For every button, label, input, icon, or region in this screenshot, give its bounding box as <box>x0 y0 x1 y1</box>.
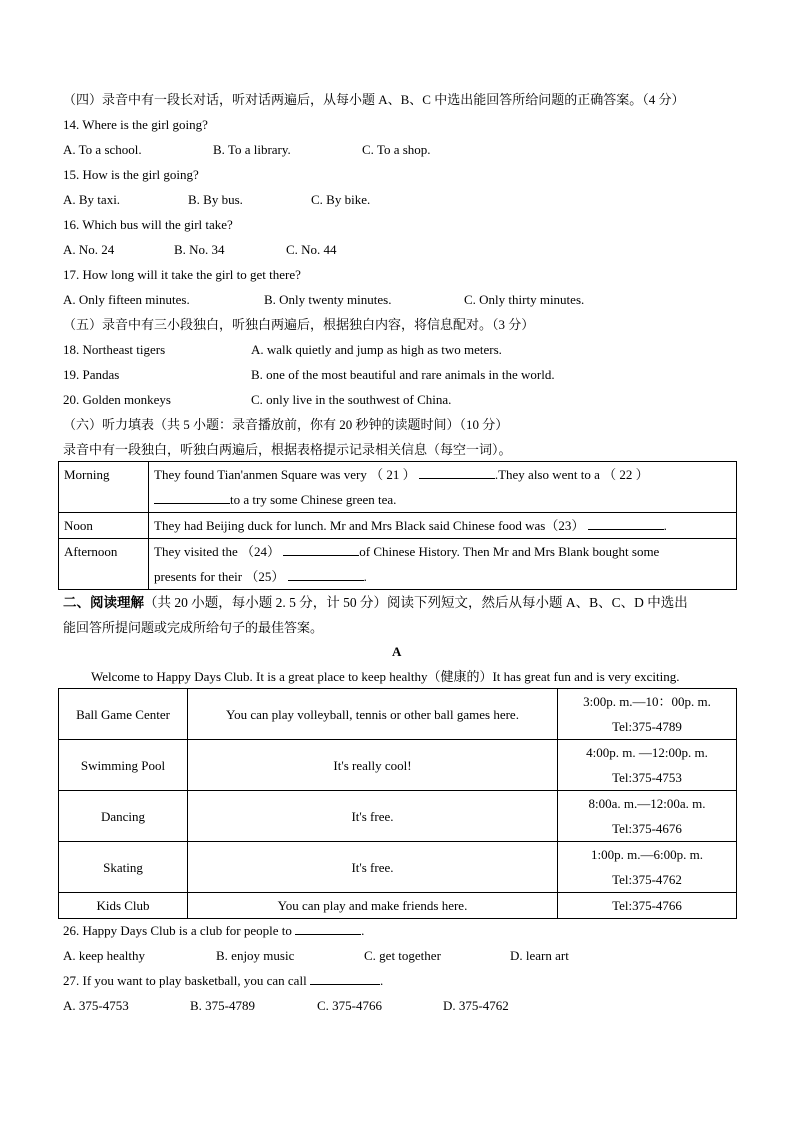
club-desc-cell: You can play volleyball, tennis or other ball games here. <box>188 689 558 740</box>
q16-option-a: A. No. 24 <box>63 242 115 257</box>
row-text-morning <box>149 462 737 513</box>
club-tel: Tel:375-4753 <box>612 770 682 785</box>
afternoon-text-4: . <box>363 569 367 584</box>
blank-26[interactable] <box>295 922 361 935</box>
afternoon-text-1: They visited the （24） <box>154 544 281 559</box>
club-time-cell <box>558 842 737 893</box>
question-27 <box>63 972 383 990</box>
match-right-a: A. walk quietly and jump as high as two meters. <box>251 342 502 357</box>
club-time-cell <box>558 689 737 740</box>
question-15: 15. How is the girl going? <box>63 167 199 182</box>
q26-option-a: A. keep healthy <box>63 948 145 963</box>
q16-option-b: B. No. 34 <box>174 242 225 257</box>
row-label-noon: Noon <box>59 513 149 539</box>
q27-option-d: D. 375-4762 <box>443 998 509 1013</box>
part2-title: 二、阅读理解 <box>63 595 144 610</box>
club-name-cell: Dancing <box>59 791 188 842</box>
row-text-afternoon <box>149 539 737 590</box>
club-name-cell: Swimming Pool <box>59 740 188 791</box>
morning-text-3: to a try some Chinese green tea. <box>230 492 397 507</box>
club-name-cell: Kids Club <box>59 893 188 919</box>
morning-text-1: They found Tian'anmen Square was very （ 21 ） <box>154 467 416 482</box>
noon-text-1: They had Beijing duck for lunch. Mr and Mrs Black said Chinese food was（23） <box>154 518 585 533</box>
q15-option-a: A. By taxi. <box>63 192 121 207</box>
q26-end: . <box>361 923 365 938</box>
q17-option-a: A. Only fifteen minutes. <box>63 292 190 307</box>
q14-option-b: B. To a library. <box>213 142 291 157</box>
listening-fill-table <box>58 461 737 590</box>
blank-25[interactable] <box>288 568 364 581</box>
match-left-19: 19. Pandas <box>63 367 120 382</box>
club-name-cell: Ball Game Center <box>59 689 188 740</box>
q27-option-a: A. 375-4753 <box>63 998 129 1013</box>
q16-option-c: C. No. 44 <box>286 242 337 257</box>
club-time-cell <box>558 791 737 842</box>
section4-header: （四）录音中有一段长对话，听对话两遍后，从每小题 A、B、C 中选出能回答所给问题的正确答案。（4 分） <box>63 92 685 107</box>
club-tel: Tel:375-4676 <box>612 821 682 836</box>
q14-option-c: C. To a shop. <box>362 142 431 157</box>
q26-option-d: D. learn art <box>510 948 569 963</box>
q15-option-c: C. By bike. <box>311 192 371 207</box>
club-table <box>58 688 737 919</box>
club-desc-cell: You can play and make friends here. <box>188 893 558 919</box>
part2-header <box>63 594 688 612</box>
match-left-20: 20. Golden monkeys <box>63 392 171 407</box>
q27-option-c: C. 375-4766 <box>317 998 382 1013</box>
q26-text: 26. Happy Days Club is a club for people to <box>63 923 292 938</box>
row-label-morning: Morning <box>59 462 149 513</box>
row-label-afternoon: Afternoon <box>59 539 149 590</box>
q15-option-b: B. By bus. <box>188 192 243 207</box>
question-14: 14. Where is the girl going? <box>63 117 208 132</box>
blank-27[interactable] <box>310 972 380 985</box>
question-26 <box>63 922 364 940</box>
noon-text-2: . <box>663 518 667 533</box>
section6-header: （六）听力填表（共 5 小题：录音播放前，你有 20 秒钟的读题时间）（10 分） <box>63 417 509 432</box>
section6-instruction: 录音中有一段独白，听独白两遍后，根据表格提示记录相关信息（每空一词）。 <box>63 442 512 457</box>
q26-option-c: C. get together <box>364 948 441 963</box>
morning-text-2: .They also went to a （ 22 ） <box>494 467 649 482</box>
part2-header-rest: （共 20 小题，每小题 2. 5 分，计 50 分）阅读下列短文，然后从每小题 A、B、C、D 中选出 <box>144 595 688 610</box>
question-17: 17. How long will it take the girl to get there? <box>63 267 301 282</box>
club-time-cell <box>558 740 737 791</box>
q17-option-c: C. Only thirty minutes. <box>464 292 585 307</box>
club-time: 3:00p. m.—10：00p. m. <box>583 694 711 709</box>
part2-header-line2: 能回答所提问题或完成所给句子的最佳答案。 <box>63 620 324 635</box>
q27-text: 27. If you want to play basketball, you can call <box>63 973 307 988</box>
match-right-c: C. only live in the southwest of China. <box>251 392 452 407</box>
q17-option-b: B. Only twenty minutes. <box>264 292 392 307</box>
blank-24[interactable] <box>283 543 359 556</box>
club-time: 1:00p. m.—6:00p. m. <box>591 847 703 862</box>
blank-22[interactable] <box>154 491 230 504</box>
q26-option-b: B. enjoy music <box>216 948 295 963</box>
club-time: 4:00p. m. —12:00p. m. <box>586 745 708 760</box>
question-16: 16. Which bus will the girl take? <box>63 217 233 232</box>
club-name-cell: Skating <box>59 842 188 893</box>
blank-21[interactable] <box>419 466 495 479</box>
club-desc-cell: It's free. <box>188 791 558 842</box>
club-tel: Tel:375-4766 <box>558 893 737 919</box>
afternoon-text-2: of Chinese History. Then Mr and Mrs Blank bought some <box>359 544 660 559</box>
afternoon-text-3: presents for their （25） <box>154 569 285 584</box>
section5-header: （五）录音中有三小段独白，听独白两遍后，根据独白内容，将信息配对。（3 分） <box>63 317 535 332</box>
club-desc-cell: It's free. <box>188 842 558 893</box>
passage-label: A <box>392 644 402 659</box>
row-text-noon <box>149 513 737 539</box>
match-right-b: B. one of the most beautiful and rare animals in the world. <box>251 367 555 382</box>
club-tel: Tel:375-4789 <box>612 719 682 734</box>
q27-option-b: B. 375-4789 <box>190 998 255 1013</box>
blank-23[interactable] <box>588 517 664 530</box>
club-time: 8:00a. m.—12:00a. m. <box>588 796 706 811</box>
q27-end: . <box>379 973 384 988</box>
passage-intro: Welcome to Happy Days Club. It is a great place to keep healthy（健康的）It has great fun and is very exciting. <box>91 669 680 684</box>
match-left-18: 18. Northeast tigers <box>63 342 166 357</box>
club-desc-cell: It's really cool! <box>188 740 558 791</box>
q14-option-a: A. To a school. <box>63 142 142 157</box>
club-tel: Tel:375-4762 <box>612 872 682 887</box>
